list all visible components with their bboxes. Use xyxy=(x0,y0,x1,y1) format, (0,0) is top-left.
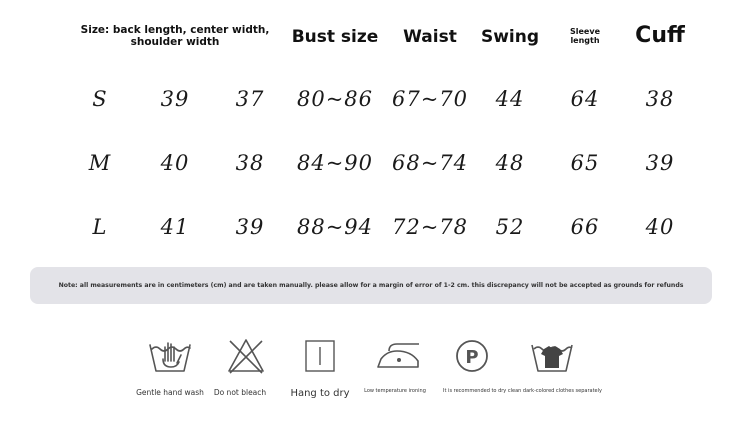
bust-cell: 84~90 xyxy=(296,151,374,175)
waist-cell: 72~78 xyxy=(391,215,469,239)
header-sleeve-length: Sleeve length xyxy=(570,27,600,45)
header-cuff: Cuff xyxy=(635,23,685,48)
sleeve-cell: 64 xyxy=(570,87,600,111)
table-row xyxy=(0,151,750,181)
hang-dry-label: Hang to dry xyxy=(290,388,350,399)
header-waist: Waist xyxy=(403,27,457,47)
back-length-cell: 41 xyxy=(160,215,190,239)
table-row xyxy=(0,87,750,117)
cuff-cell: 40 xyxy=(645,215,675,239)
size-cell: L xyxy=(92,215,108,239)
sleeve-cell: 66 xyxy=(570,215,600,239)
iron-low-icon xyxy=(375,337,421,375)
swing-cell: 48 xyxy=(495,151,525,175)
cuff-cell: 38 xyxy=(645,87,675,111)
sleeve-cell: 65 xyxy=(570,151,600,175)
center-width-cell: 39 xyxy=(235,215,265,239)
dry-clean-letter: P xyxy=(465,347,479,368)
header-bust-size: Bust size xyxy=(291,27,379,47)
do-not-bleach-label: Do not bleach xyxy=(213,388,267,397)
swing-cell: 44 xyxy=(495,87,525,111)
center-width-cell: 38 xyxy=(235,151,265,175)
size-cell: M xyxy=(88,151,112,175)
dry-clean-icon xyxy=(454,337,490,375)
do-not-bleach-icon xyxy=(226,337,266,375)
center-width-cell: 37 xyxy=(235,87,265,111)
table-row xyxy=(0,215,750,245)
measurement-note xyxy=(30,267,712,304)
bust-cell: 80~86 xyxy=(296,87,374,111)
waist-cell: 67~70 xyxy=(391,87,469,111)
back-length-cell: 39 xyxy=(160,87,190,111)
note-text: Note: all measurements are in centimeters (cm) and are taken manually. please allow for a margin of error of 1-2 cm. this discrepancy will not be accepted as grounds for refunds xyxy=(58,282,684,289)
back-length-cell: 40 xyxy=(160,151,190,175)
iron-low-label: Low temperature ironing xyxy=(364,388,426,394)
bust-cell: 88~94 xyxy=(296,215,374,239)
wash-separately-icon xyxy=(530,337,574,375)
header-swing: Swing xyxy=(480,27,540,47)
dry-clean-label: It is recommended to dry clean dark-colored clothes separately xyxy=(443,388,602,394)
hang-dry-icon xyxy=(305,337,335,375)
waist-cell: 68~74 xyxy=(391,151,469,175)
hand-wash-icon xyxy=(148,337,192,375)
size-cell: S xyxy=(92,87,108,111)
cuff-cell: 39 xyxy=(645,151,675,175)
hand-wash-label: Gentle hand wash xyxy=(136,388,204,397)
swing-cell: 52 xyxy=(495,215,525,239)
header-size-measurements: Size: back length, center width, shoulder width xyxy=(80,24,270,48)
